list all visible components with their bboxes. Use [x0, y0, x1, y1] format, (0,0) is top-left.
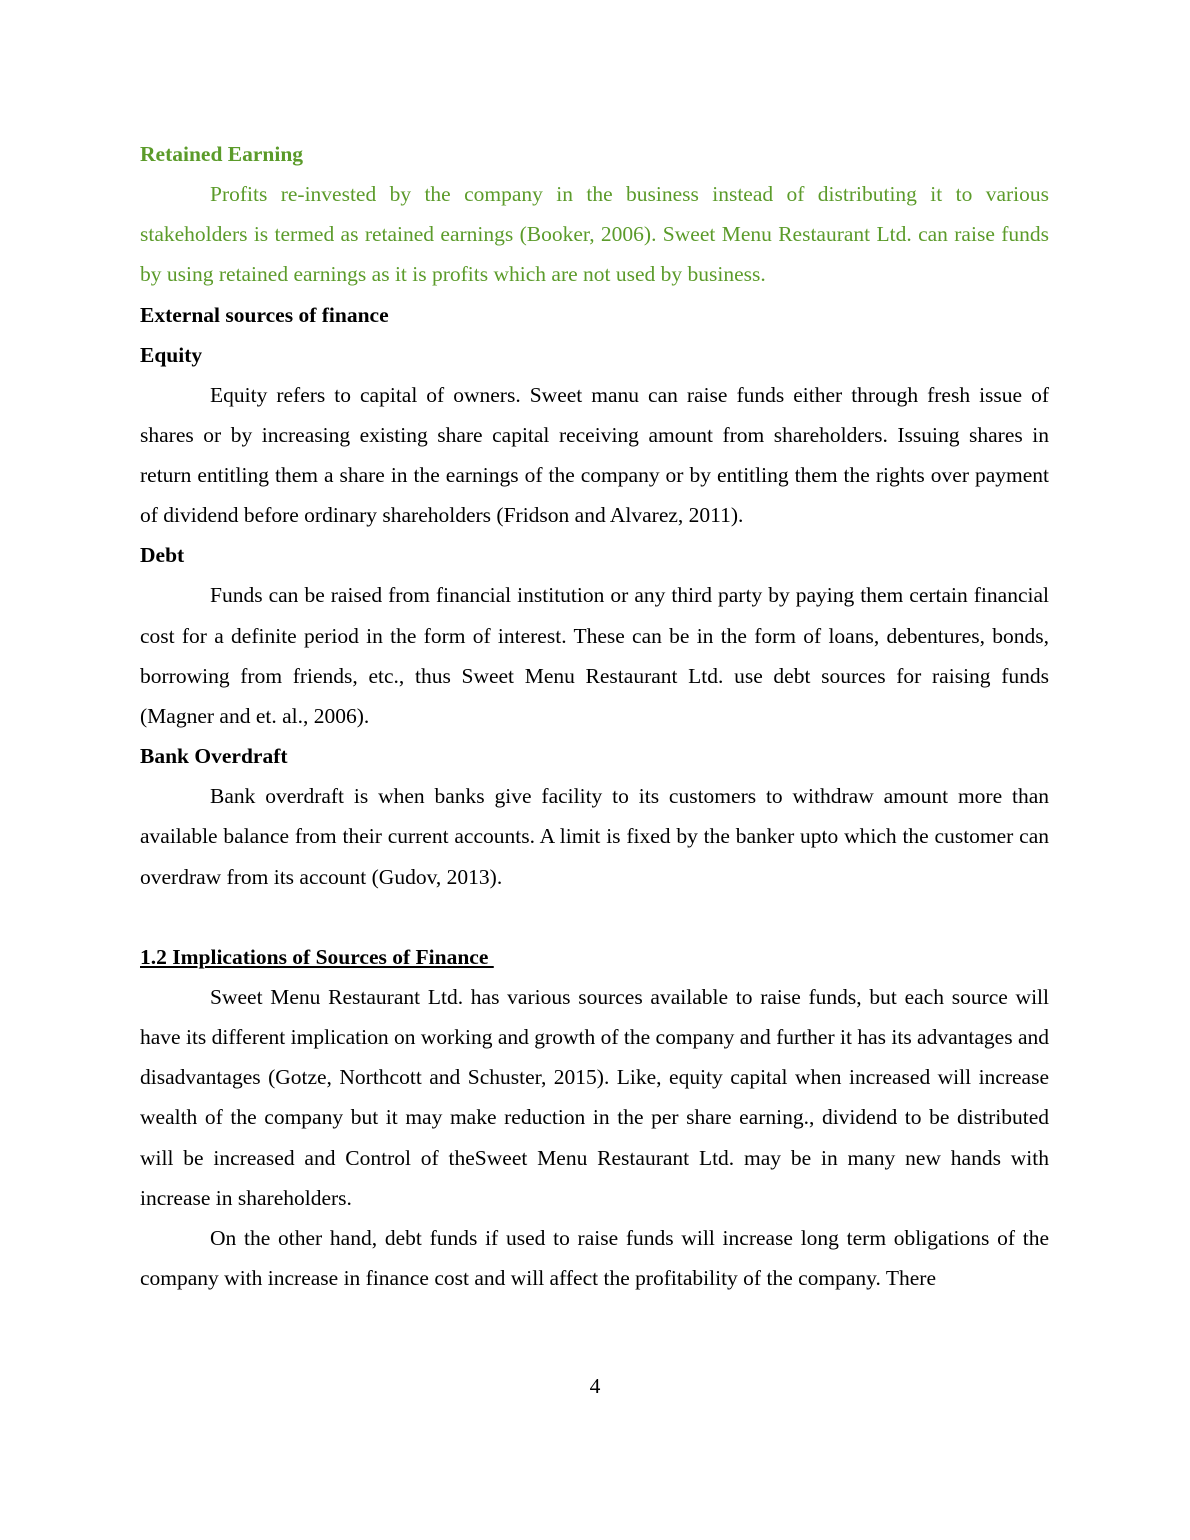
heading-debt: Debt — [140, 543, 185, 568]
paragraph-bank-overdraft: Bank overdraft is when banks give facility to its customers to withdraw amount more than available balance from their current accounts. A limit is fixed by the banker upto which the customer can overdraw from its account (Gudov, 2013). — [140, 784, 1049, 889]
blank-line — [140, 897, 1049, 937]
paragraph-debt: Funds can be raised from financial institution or any third party by paying them certain financial cost for a definite period in the form of interest. These can be in the form of loans, debentures, bonds, borrowing from friends, etc., thus Sweet Menu Restaurant Ltd. use debt sources for raising funds (Magner and et. al., 2006). — [140, 583, 1049, 729]
page-content — [140, 134, 1049, 1298]
paragraph-equity: Equity refers to capital of owners. Sweet manu can raise funds either through fresh issue of shares or by increasing existing share capital receiving amount from shareholders. Issuing shares in return entitling them a share in the earnings of the company or by entitling them the rights over payment of dividend before ordinary shareholders (Fridson and Alvarez, 2011). — [140, 382, 1049, 528]
heading-retained-earning: Retained Earning — [140, 142, 304, 166]
section-title-implications: 1.2 Implications of Sources of Finance — [140, 944, 494, 969]
page-number: 4 — [589, 1374, 601, 1398]
paragraph-retained-earning: Profits re-invested by the company in the business instead of distributing it to various stakeholders is termed as retained earnings (Booker, 2006). Sweet Menu Restaurant Ltd. can raise funds by using retained earnings as it is profits which are not used by business. — [140, 182, 1049, 287]
heading-external-sources: External sources of finance — [140, 302, 389, 327]
heading-equity: Equity — [140, 342, 203, 367]
heading-bank-overdraft: Bank Overdraft — [140, 744, 288, 769]
paragraph-debt-funds: On the other hand, debt funds if used to raise funds will increase long term obligations of the company with increase in finance cost and will affect the profitability of the company. There — [140, 1226, 1049, 1291]
paragraph-implications: Sweet Menu Restaurant Ltd. has various sources available to raise funds, but each source will have its different implication on working and growth of the company and further it has its advantages and disadvantages (Gotze, Northcott and Schuster, 2015). Like, equity capital when increased will increase wealth of the company but it may make reduction in the per share earning., dividend to be distributed will be increased and Control of theSweet Menu Restaurant Ltd. may be in many new hands with increase in shareholders. — [140, 984, 1049, 1210]
